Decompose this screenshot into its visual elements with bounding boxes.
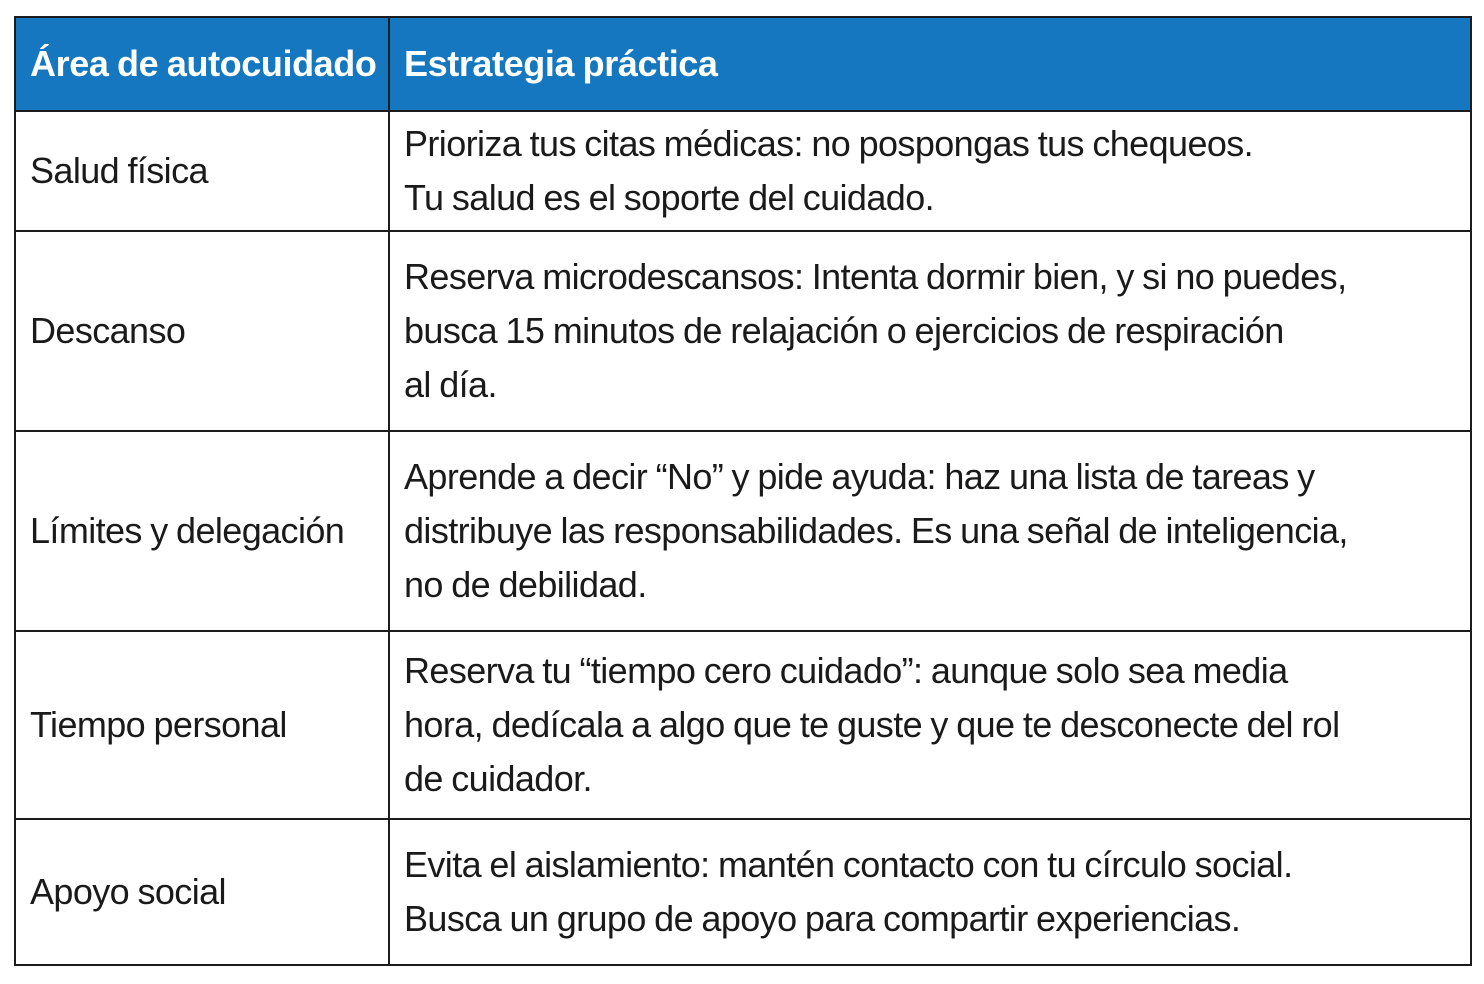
table-row — [15, 231, 1471, 431]
self-care-table — [14, 16, 1472, 966]
table-row — [15, 111, 1471, 231]
cell-area: Límites y delegación — [15, 431, 389, 631]
strategy-line: de cuidador. — [404, 758, 592, 799]
cell-area: Apoyo social — [15, 819, 389, 965]
strategy-line: Tu salud es el soporte del cuidado. — [404, 177, 935, 218]
table-row — [15, 631, 1471, 819]
strategy-line: hora, dedícala a algo que te guste y que te desconecte del rol — [404, 704, 1340, 745]
strategy-line: Reserva microdescansos: Intenta dormir bien, y si no puedes, — [404, 256, 1347, 297]
strategy-line: busca 15 minutos de relajación o ejercicios de respiración — [404, 310, 1284, 351]
cell-strategy — [389, 631, 1471, 819]
header-area: Área de autocuidado — [15, 17, 389, 111]
table-row — [15, 431, 1471, 631]
self-care-table-container — [14, 16, 1470, 966]
strategy-line: Evita el aislamiento: mantén contacto con tu círculo social. — [404, 844, 1293, 885]
strategy-line: distribuye las responsabilidades. Es una señal de inteligencia, — [404, 510, 1348, 551]
strategy-line: Aprende a decir “No” y pide ayuda: haz una lista de tareas y — [404, 456, 1315, 497]
cell-area: Salud física — [15, 111, 389, 231]
strategy-line: Prioriza tus citas médicas: no pospongas tus chequeos. — [404, 123, 1254, 164]
strategy-line: al día. — [404, 364, 497, 405]
cell-strategy — [389, 111, 1471, 231]
cell-strategy — [389, 819, 1471, 965]
cell-area: Descanso — [15, 231, 389, 431]
strategy-line: Reserva tu “tiempo cero cuidado”: aunque solo sea media — [404, 650, 1288, 691]
table-header-row — [15, 17, 1471, 111]
strategy-line: no de debilidad. — [404, 564, 647, 605]
header-strategy: Estrategia práctica — [389, 17, 1471, 111]
cell-area: Tiempo personal — [15, 631, 389, 819]
table-row — [15, 819, 1471, 965]
strategy-line: Busca un grupo de apoyo para compartir experiencias. — [404, 898, 1241, 939]
cell-strategy — [389, 431, 1471, 631]
cell-strategy — [389, 231, 1471, 431]
